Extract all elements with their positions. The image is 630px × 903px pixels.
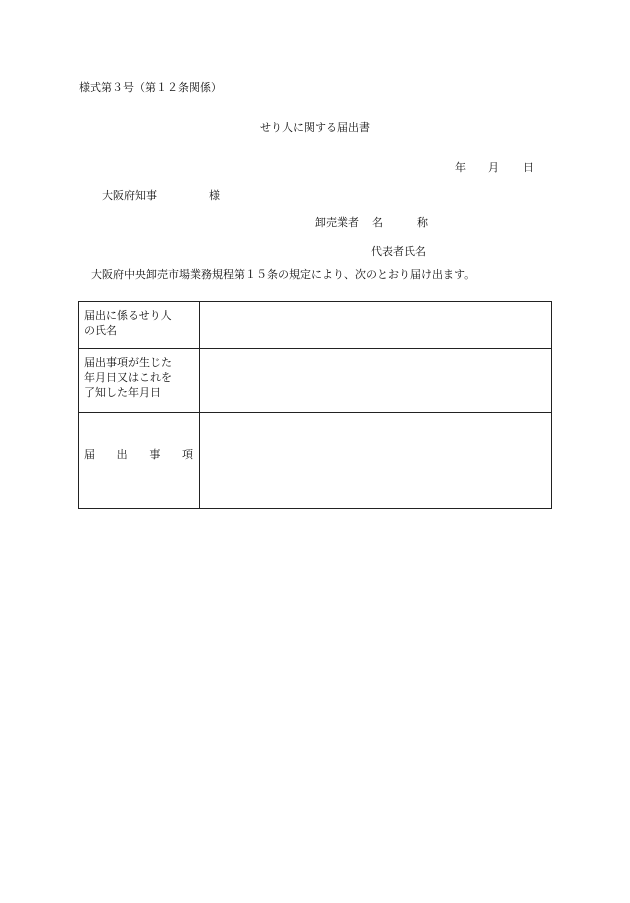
- table-row: [79, 413, 552, 509]
- auctioneer-name-label: 届出に係るせり人 の氏名: [79, 302, 200, 349]
- notification-items-field[interactable]: [200, 413, 552, 509]
- representative-label: 代表者氏名: [371, 245, 426, 258]
- name-label-suffix: 称: [417, 216, 428, 229]
- addressee-honorific: 様: [209, 189, 220, 202]
- auctioneer-name-field[interactable]: [200, 302, 552, 349]
- notification-items-char: 項: [181, 448, 193, 461]
- statement-text: 大阪府中央卸売市場業務規程第１５条の規定により、次のとおり届け出ます。: [91, 268, 476, 281]
- wholesaler-label: 卸売業者: [315, 216, 359, 229]
- table-row: [79, 302, 552, 349]
- document-title: せり人に関する届出書: [260, 121, 370, 134]
- form-number: 様式第３号（第１２条関係）: [79, 81, 222, 94]
- notification-items-char: 事: [149, 448, 161, 461]
- date-month-label: 月: [488, 161, 499, 174]
- occurrence-date-field[interactable]: [200, 349, 552, 413]
- table-row: [79, 349, 552, 413]
- notification-items-char: 届: [84, 448, 95, 461]
- addressee-name: 大阪府知事: [102, 189, 157, 202]
- date-day-label: 日: [523, 161, 534, 174]
- name-label: 名: [372, 216, 383, 229]
- notification-items-label: [79, 413, 200, 509]
- notification-items-char: 出: [116, 448, 128, 461]
- notification-table: [78, 301, 552, 509]
- occurrence-date-label: 届出事項が生じた 年月日又はこれを 了知した年月日: [79, 349, 200, 413]
- date-year-label: 年: [455, 161, 466, 174]
